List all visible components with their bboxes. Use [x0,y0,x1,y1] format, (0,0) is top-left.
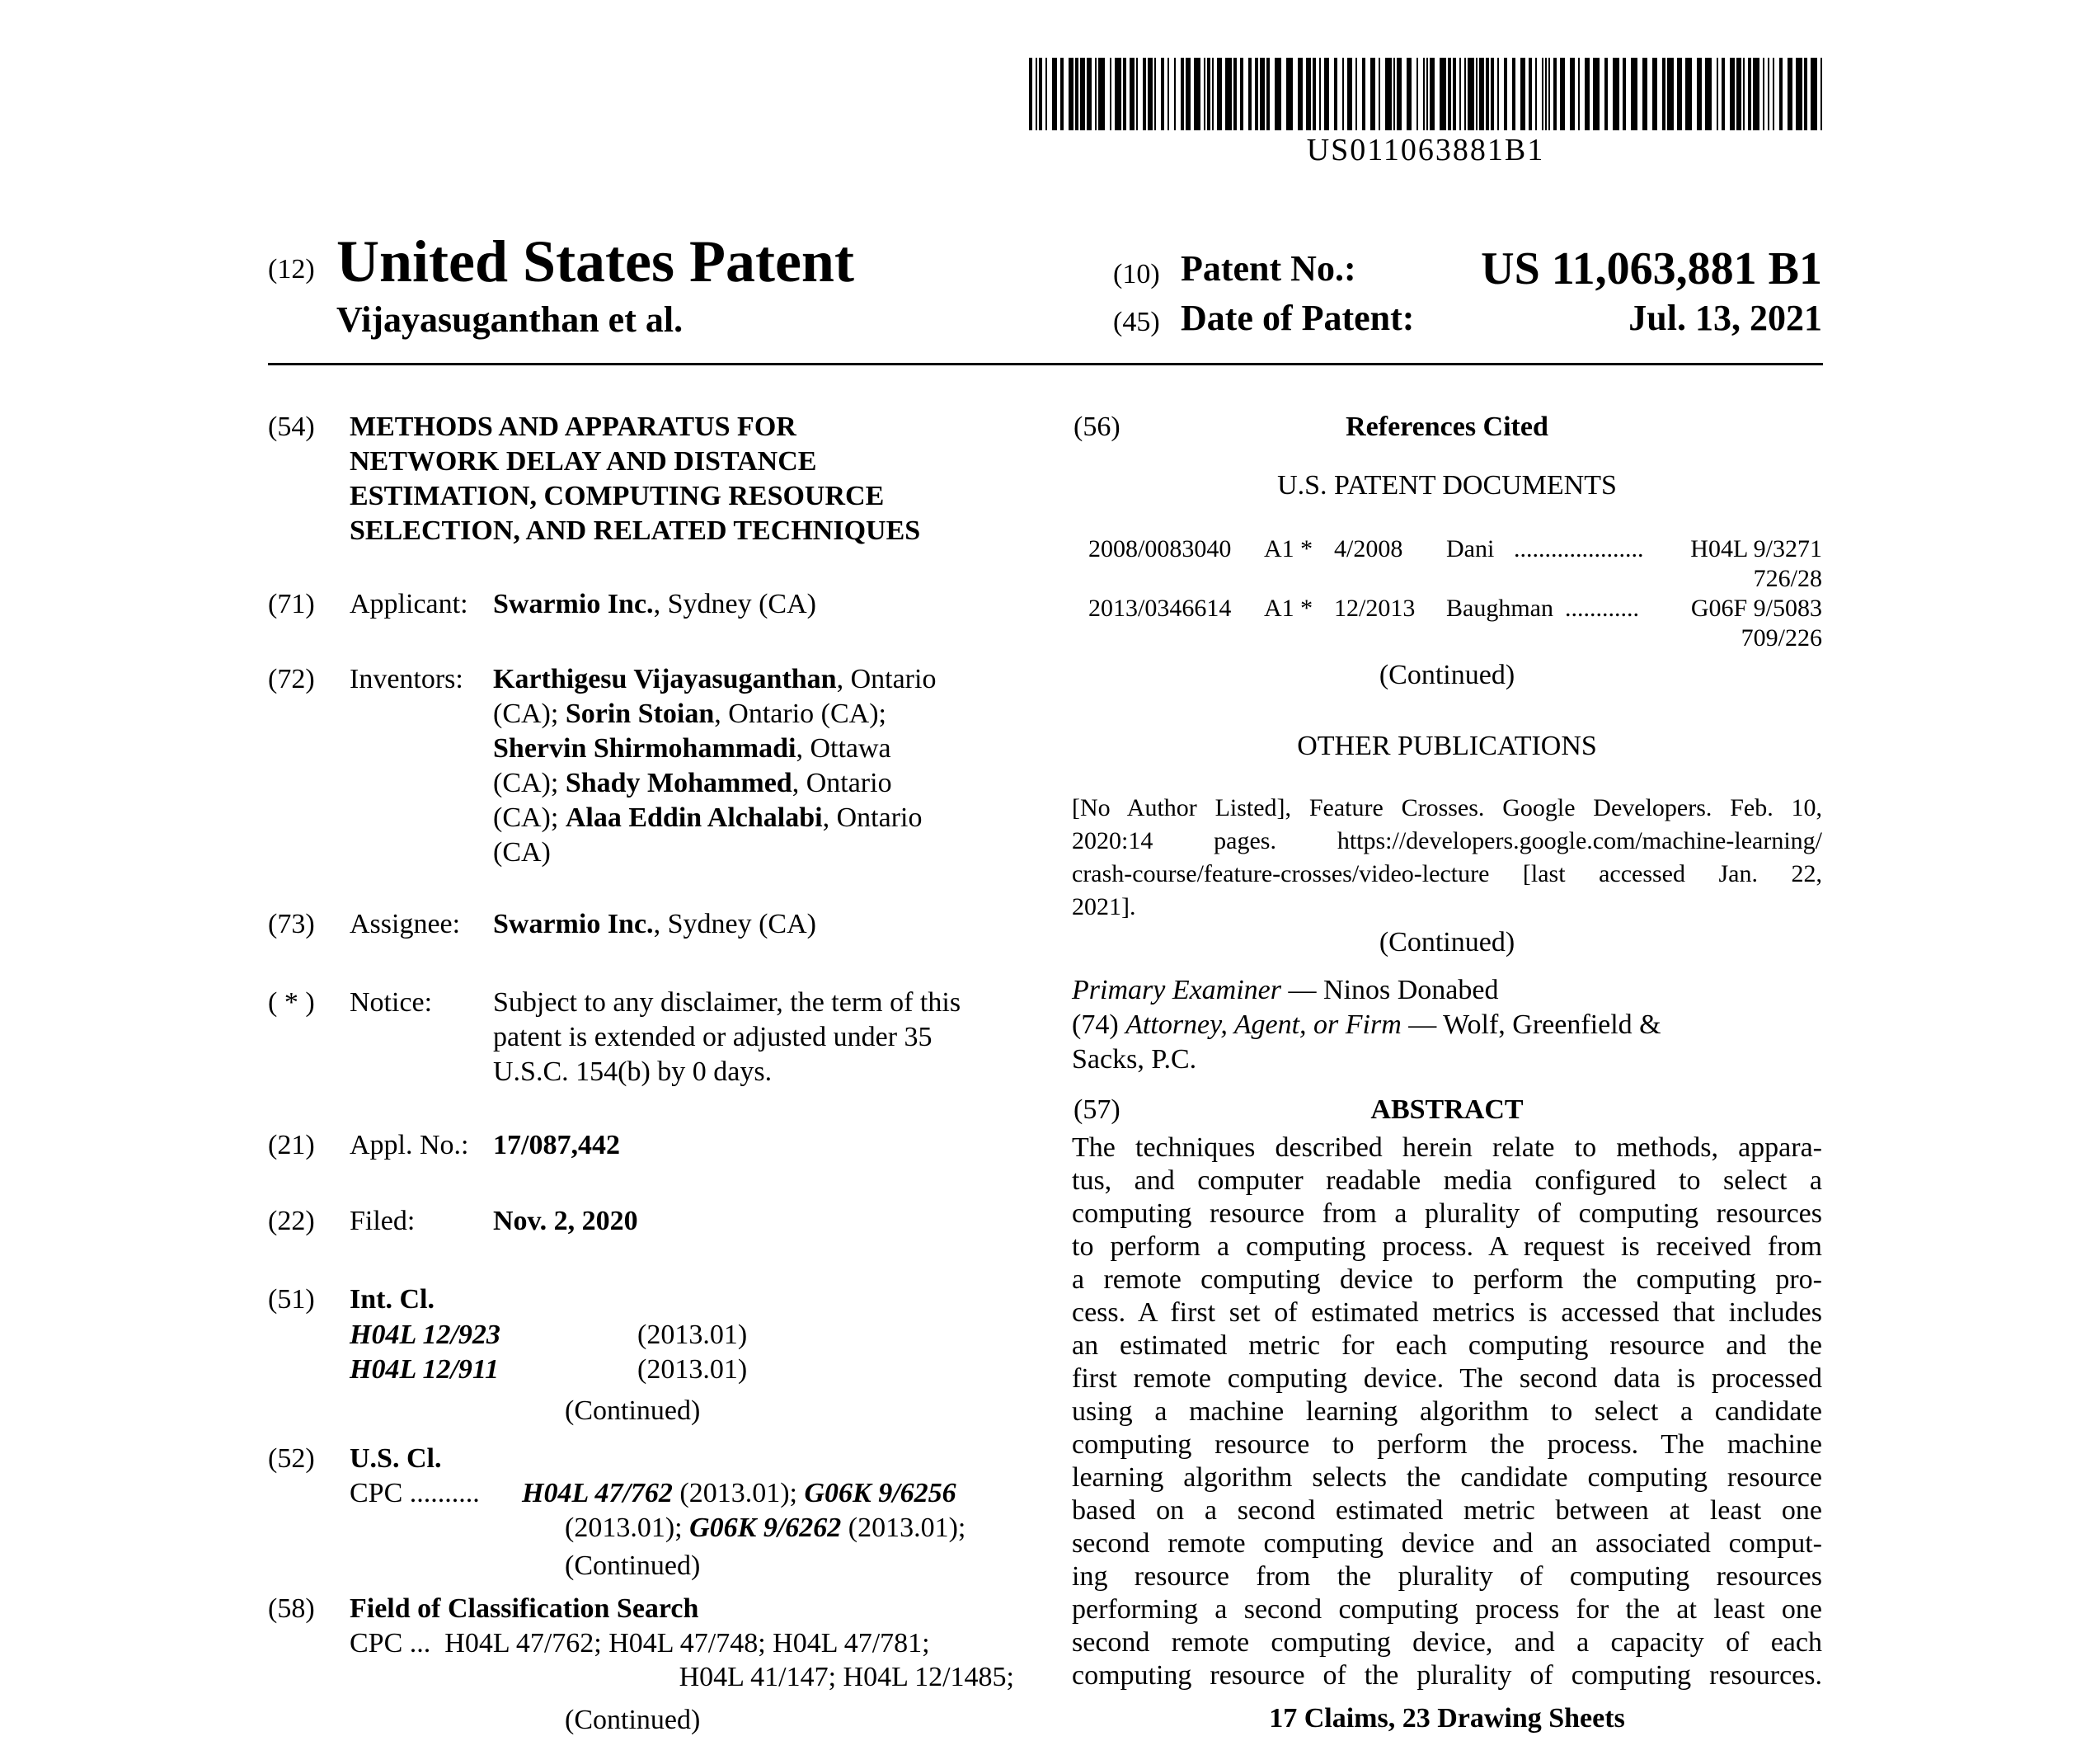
inventor-location: , Ottawa [796,733,891,764]
reference-date: 12/2013 [1334,595,1416,622]
title-line: ESTIMATION, COMPUTING RESOURCE [350,481,885,511]
barcode-bar [1570,58,1575,130]
barcode-bar [1722,58,1725,130]
barcode-bar [1662,58,1665,130]
barcode-bar [1260,58,1265,130]
barcode-bar [1491,58,1494,130]
barcode-bar [1286,58,1293,130]
barcode-number: US011063881B1 [1306,133,1545,167]
inventor-location: (CA); [493,699,566,729]
inventor-location: , Ontario [822,802,923,833]
claims-drawings-summary: 17 Claims, 23 Drawing Sheets [1269,1703,1625,1734]
abstract-line: performing a second computing process for the at least one [1072,1594,1822,1625]
notice-label: Notice: [350,987,433,1018]
barcode-bar [1075,58,1078,130]
barcode-bar [1535,58,1537,130]
abstract-line: first remote computing device. The second data is processed [1072,1363,1822,1394]
barcode-bar [1553,58,1557,130]
inid-21: (21) [268,1130,315,1160]
cpc-class: G06K 9/6262 [689,1513,842,1543]
inventor-name: Karthigesu Vijayasuganthan [493,664,837,694]
barcode-bar [1613,58,1619,130]
filed-label: Filed: [350,1206,416,1236]
barcode-bar [1604,58,1608,130]
us-cl-continued: (Continued) [565,1550,701,1581]
barcode-bar [1459,58,1461,130]
inid-code-12: (12) [268,254,315,285]
barcode-bar [1476,58,1478,130]
barcode-bar [1623,58,1626,130]
barcode-bar [1098,58,1105,130]
barcode-bar [1045,58,1047,130]
barcode-bar [1753,58,1759,130]
barcode-bar [1347,58,1352,130]
barcode-bar [1240,58,1243,130]
reference-subclass: 709/226 [1741,624,1822,652]
publication-line: [No Author Listed], Feature Crosses. Google Developers. Feb. 10, [1072,794,1822,821]
barcode-bar [1677,58,1682,130]
publication-entry [1072,792,1822,924]
barcode-bar [1520,58,1525,130]
barcode-bar [1036,58,1037,130]
barcode-bar [1736,58,1741,130]
barcode-bar [1497,58,1499,130]
inventor-short: Vijayasuganthan et al. [336,299,684,340]
barcode-bar [1578,58,1580,130]
abstract-heading: ABSTRACT [1370,1094,1524,1125]
examiner-line [1072,973,1498,1008]
barcode-bar [1788,58,1792,130]
inventor-location: (CA); [493,802,566,833]
barcode-bar [1123,58,1126,130]
barcode-bar [1385,58,1392,130]
notice-line: patent is extended or adjusted under 35 [493,1022,933,1052]
abstract-line: computing resource from a plurality of computing resources [1072,1198,1822,1229]
barcode-bar [1060,58,1064,130]
barcode-bar [1504,58,1507,130]
us-patent-docs-heading: U.S. PATENT DOCUMENTS [1277,470,1617,501]
patent-no-label: Patent No.: [1181,248,1356,289]
abstract-line: learning algorithm selects the candidate computing resource [1072,1462,1822,1493]
barcode-bar [1115,58,1121,130]
barcode-bar [1796,58,1802,130]
int-cl-class: H04L 12/923 [350,1320,500,1350]
reference-kind: A1 * [1264,595,1313,622]
barcode-bar [1319,58,1321,130]
cpc-version: (2013.01); [672,1478,805,1508]
barcode-bar [1266,58,1270,130]
reference-number: 2013/0346614 [1088,595,1232,622]
patent-date: Jul. 13, 2021 [1628,298,1822,338]
barcode-bar [1207,58,1210,130]
int-cl-class: H04L 12/911 [350,1354,500,1385]
attorney-line [1072,1008,1661,1042]
reference-kind: A1 * [1264,535,1313,562]
barcode-bar [1186,58,1191,130]
abstract-text [1072,1132,1822,1692]
inid-56: (56) [1073,412,1120,442]
abstract-line: based on a second estimated metric between at least one [1072,1495,1822,1526]
int-cl-label: Int. Cl. [350,1284,435,1315]
reference-class: G06F 9/5083 [1690,595,1822,622]
references-cited-heading: References Cited [1346,412,1548,442]
inid-51: (51) [268,1284,315,1315]
inventor-location: , Ontario [836,664,937,694]
barcode-bar [1585,58,1590,130]
applicant-name: Swarmio Inc. [493,589,654,619]
inid-code-45: (45) [1113,307,1160,337]
us-cl-line1 [522,1476,956,1511]
reference-name: Baughman [1446,595,1553,622]
inid-52: (52) [268,1443,315,1474]
notice-code: ( * ) [268,987,315,1018]
field-search-label: Field of Classification Search [350,1593,699,1624]
inventor-name: Shervin Shirmohammadi [493,733,796,764]
abstract-line: cess. A first set of estimated metrics is accessed that includes [1072,1297,1822,1328]
barcode-bar [1430,58,1435,130]
barcode-bar [1393,58,1395,130]
abstract-line: an estimated metric for each computing resource and the [1072,1330,1822,1361]
attorney-label: Attorney, Agent, or Firm [1125,1009,1402,1040]
attorney-dash: — [1401,1009,1444,1040]
barcode-bar [1652,58,1657,130]
abstract-line: using a machine learning algorithm to select a candidate [1072,1396,1822,1427]
abstract-line: to perform a computing process. A request is received from [1072,1231,1822,1262]
barcode-bar [1440,58,1446,130]
barcode-bar [1069,58,1073,130]
barcode-bar [1136,58,1138,130]
barcode-bar [1370,58,1375,130]
inid-74: (74) [1072,1009,1119,1040]
reference-subclass: 726/28 [1753,565,1822,592]
barcode-bar [1717,58,1718,130]
header-rule [268,363,1823,365]
inid-72: (72) [268,664,315,694]
barcode-bar [1464,58,1466,130]
barcode-bar [1479,58,1484,130]
barcode-bar [1255,58,1258,130]
barcode-bar [1029,58,1032,130]
barcode-bar [1167,58,1169,130]
barcode-bar [1212,58,1214,130]
inid-58: (58) [268,1593,315,1624]
notice-line: Subject to any disclaimer, the term of this [493,987,961,1018]
barcode-bar [1217,58,1222,130]
abstract-line: ing resource from the plurality of computing resources [1072,1561,1822,1592]
publications-continued: (Continued) [1379,927,1515,957]
barcode-bar [1631,58,1637,130]
publication-line: 2021]. [1072,893,1136,920]
inventors-list [493,662,1021,870]
barcode-bar [1697,58,1702,130]
barcode-bar [1306,58,1311,130]
inid-71: (71) [268,589,315,619]
abstract-line: a remote computing device to perform the computing pro- [1072,1264,1822,1295]
barcode-bar [1080,58,1085,130]
barcode-bar [1233,58,1237,130]
barcode-bar [1148,58,1153,130]
applicant-value [493,587,816,622]
barcode-bar [1248,58,1252,130]
us-cl-label: U.S. Cl. [350,1443,442,1474]
barcode-bar [1529,58,1532,130]
abstract-line: computing resource to perform the process. The machine [1072,1429,1822,1460]
barcode-bar [1110,58,1111,130]
attorney-name-cont: Sacks, P.C. [1072,1044,1197,1075]
barcode-bar [1407,58,1412,130]
us-cl-line2 [565,1511,965,1546]
inventor-name: Alaa Eddin Alchalabi [565,802,823,833]
barcode-bar [1743,58,1745,130]
barcode-bar [1804,58,1807,130]
int-cl-continued: (Continued) [565,1395,701,1426]
assignee-value [493,907,816,942]
inid-code-10: (10) [1113,259,1160,289]
title-line: NETWORK DELAY AND DISTANCE [350,446,817,477]
inventor-location: , Ontario (CA); [714,699,886,729]
barcode-bar [1486,58,1489,130]
barcode-bar [1087,58,1092,130]
barcode-bar [1512,58,1515,130]
barcode-bar [1362,58,1365,130]
barcode-bar [1174,58,1176,130]
inid-57: (57) [1073,1094,1120,1125]
cpc-class: H04L 47/762 [522,1478,673,1508]
barcode-bar [1779,58,1783,130]
examiner-label: Primary Examiner [1072,975,1282,1005]
appl-no-value: 17/087,442 [493,1130,620,1160]
document-title: United States Patent [336,228,854,294]
applicant-location: , Sydney (CA) [653,589,816,619]
reference-name: Dani [1446,535,1495,562]
barcode-bar [1355,58,1357,130]
cpc-class: G06K 9/6256 [804,1478,956,1508]
inid-22: (22) [268,1206,315,1236]
inventors-label: Inventors: [350,664,463,694]
title-line: METHODS AND APPARATUS FOR [350,412,796,442]
barcode-bar [1763,58,1764,130]
barcode-bar [1705,58,1712,130]
other-publications-heading: OTHER PUBLICATIONS [1297,731,1597,761]
attorney-name: Wolf, Greenfield & [1443,1009,1661,1040]
barcode-bar [1397,58,1402,130]
barcode-bar [1820,58,1822,130]
examiner-dash: — [1281,975,1324,1005]
barcode-bar [1730,58,1735,130]
barcode-bar [1773,58,1774,130]
barcode-bar [1275,58,1281,130]
assignee-label: Assignee: [350,909,461,939]
barcode-bar [1298,58,1303,130]
barcode-bar [1130,58,1135,130]
barcode-bar [1768,58,1769,130]
reference-class: H04L 9/3271 [1690,535,1822,562]
cpc-version: (2013.01); [841,1513,966,1543]
barcode-bar [1748,58,1751,130]
barcode-bar [1204,58,1205,130]
barcode [1029,58,1822,130]
barcode-bar [1342,58,1344,130]
barcode-bar [1095,58,1097,130]
barcode-bar [1542,58,1543,130]
barcode-bar [1194,58,1200,130]
date-label: Date of Patent: [1181,298,1415,338]
barcode-bar [1334,58,1337,130]
appl-no-label: Appl. No.: [350,1130,469,1160]
barcode-bar [1426,58,1428,130]
inventor-location: (CA); [493,768,566,798]
assignee-name: Swarmio Inc. [493,909,654,939]
abstract-line: computing resource of the plurality of computing resources. [1072,1660,1822,1691]
notice-text [493,986,1011,1089]
applicant-label: Applicant: [350,589,468,619]
abstract-line: The techniques described herein relate to methods, appara- [1072,1132,1822,1163]
reference-dots: ............ [1565,595,1639,622]
barcode-bar [1560,58,1565,130]
barcode-bar [1685,58,1692,130]
filed-value: Nov. 2, 2020 [493,1206,638,1236]
barcode-bar [1161,58,1164,130]
barcode-bar [1642,58,1647,130]
barcode-bar [1154,58,1156,130]
cpc-version: (2013.01); [565,1513,690,1543]
int-cl-version: (2013.01) [637,1354,748,1385]
inid-73: (73) [268,909,315,939]
barcode-bar [1423,58,1425,130]
abstract-line: second remote computing device and an associated comput- [1072,1528,1822,1559]
references-continued: (Continued) [1379,660,1515,690]
int-cl-version: (2013.01) [637,1320,748,1350]
barcode-bar [1416,58,1418,130]
abstract-line: second remote computing device, and a capacity of each [1072,1627,1822,1658]
barcode-bar [1448,58,1451,130]
field-search-line1: CPC ... H04L 47/762; H04L 47/748; H04L 47/781; [350,1628,930,1659]
barcode-bar [1468,58,1474,130]
us-cl-cpc: CPC .......... [350,1478,480,1508]
inventor-location: , Ontario [792,768,892,798]
barcode-bar [1548,58,1550,130]
barcode-bar [1379,58,1380,130]
barcode-bar [1545,58,1547,130]
invention-title [350,410,1009,548]
reference-dots: ..................... [1514,535,1644,562]
patent-number: US 11,063,881 B1 [1481,243,1822,294]
inid-54: (54) [268,412,315,442]
reference-date: 4/2008 [1334,535,1403,562]
reference-number: 2008/0083040 [1088,535,1232,562]
barcode-bar [1181,58,1184,130]
assignee-location: , Sydney (CA) [653,909,816,939]
barcode-bar [1225,58,1232,130]
barcode-bar [1453,58,1456,130]
publication-line: crash-course/feature-crosses/video-lecture [last accessed Jan. 22, [1072,860,1822,887]
abstract-line: tus, and computer readable media configured to select a [1072,1165,1822,1196]
barcode-bar [1667,58,1674,130]
inventor-name: Shady Mohammed [565,768,792,798]
barcode-bar [1052,58,1057,130]
inventor-name: Sorin Stoian [565,699,715,729]
barcode-bar [1811,58,1817,130]
barcode-bar [1324,58,1329,130]
notice-line: U.S.C. 154(b) by 0 days. [493,1056,773,1087]
field-search-continued: (Continued) [565,1705,701,1735]
publication-line: 2020:14 pages. https://developers.google.com/machine-learning/ [1072,827,1822,854]
barcode-bar [1593,58,1600,130]
field-search-line2: H04L 41/147; H04L 12/1485; [679,1662,1014,1692]
title-line: SELECTION, AND RELATED TECHNIQUES [350,515,921,546]
inventor-location: (CA) [493,837,551,868]
barcode-bar [1039,58,1042,130]
barcode-bar [1143,58,1146,130]
barcode-bar [1313,58,1316,130]
examiner-name: Ninos Donabed [1323,975,1499,1005]
